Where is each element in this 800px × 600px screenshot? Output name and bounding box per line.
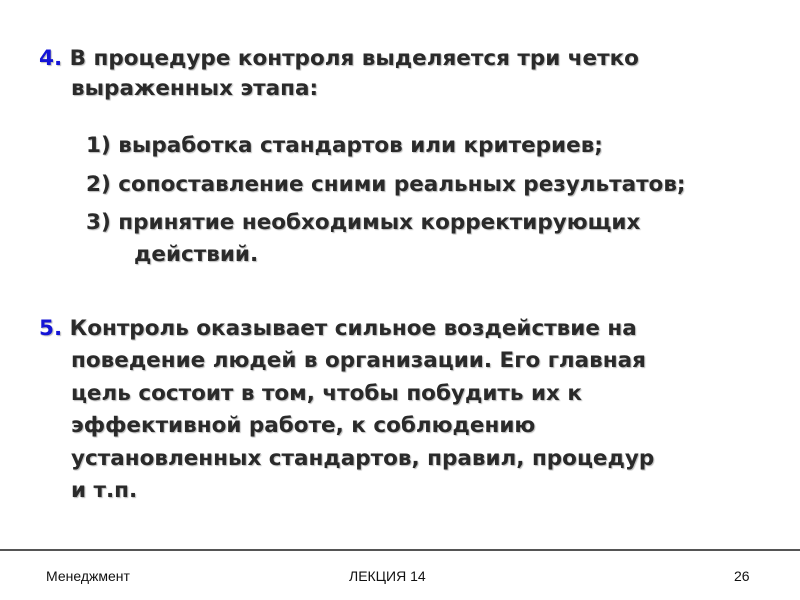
point-5-text-line-1: Контроль оказывает сильное воздействие на	[69, 316, 637, 341]
footer-course-name: Менеджмент	[46, 568, 130, 584]
point-4-text-line-2: выраженных этапа:	[71, 76, 319, 101]
point-4-item-3-continuation: действий.	[134, 242, 259, 267]
point-5-number: 5.	[39, 316, 63, 341]
point-5-text-line-6: и т.п.	[71, 478, 138, 503]
point-5-text-line-3: цель состоит в том, чтобы побудить их к	[71, 381, 582, 406]
point-5-heading	[39, 314, 637, 344]
point-4-text-line-1: В процедуре контроля выделяется три четко	[69, 46, 639, 71]
point-4-item-2: 2) сопоставление сними реальных результатов;	[86, 172, 686, 197]
footer-lecture-label: ЛЕКЦИЯ 14	[349, 568, 426, 584]
point-5-text-line-2: поведение людей в организации. Его главная	[71, 348, 646, 373]
point-4-item-3: 3) принятие необходимых корректирующих	[86, 210, 641, 235]
footer-divider	[0, 549, 800, 551]
footer-page-number: 26	[734, 568, 750, 584]
point-4-item-1: 1) выработка стандартов или критериев;	[86, 133, 603, 158]
point-4-heading	[39, 44, 639, 74]
point-5-text-line-5: установленных стандартов, правил, процедур	[71, 446, 655, 471]
point-4-number: 4.	[39, 46, 63, 71]
point-5-text-line-4: эффективной работе, к соблюдению	[71, 413, 536, 438]
